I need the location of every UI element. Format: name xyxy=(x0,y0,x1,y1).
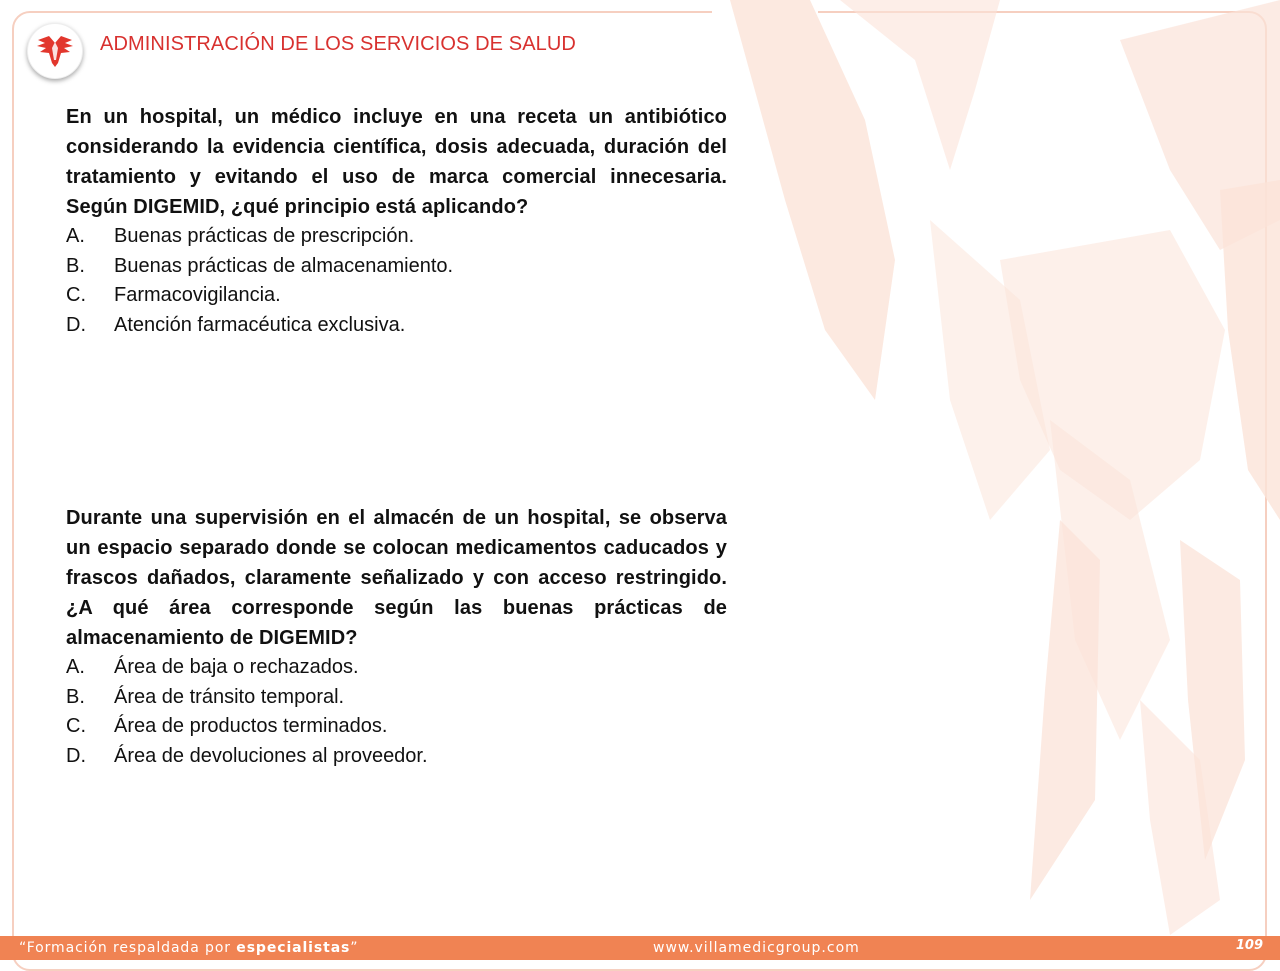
question-2 xyxy=(66,503,727,771)
footer-slogan xyxy=(19,940,358,956)
option-text: Buenas prácticas de prescripción. xyxy=(114,225,415,247)
option-text: Buenas prácticas de almacenamiento. xyxy=(114,254,454,277)
option-letter: A. xyxy=(66,656,85,678)
footer-bar xyxy=(0,936,1280,960)
option-a xyxy=(66,222,727,252)
option-letter: C. xyxy=(66,715,86,738)
option-a xyxy=(66,653,727,683)
option-text: Atención farmacéutica exclusiva. xyxy=(114,313,406,336)
slogan-suffix: ” xyxy=(350,940,359,956)
slogan-bold: especialistas xyxy=(236,940,351,956)
question-stem: Durante una supervisión en el almacén de un hospital, se observa un espacio separado donde se colocan medicamentos caducados y frascos dañados, claramente señalizado y con acceso restringido. ¿A qué área corresponde según las buenas prácticas de almacenamiento de DIGEMID? xyxy=(66,507,727,649)
option-letter: C. xyxy=(66,284,86,307)
logo xyxy=(27,23,83,79)
slogan-prefix: “Formación respaldada por xyxy=(19,940,237,956)
eagle-logo-icon xyxy=(35,34,75,68)
eagle-watermark-icon xyxy=(700,0,1280,935)
page-title: ADMINISTRACIÓN DE LOS SERVICIOS DE SALUD xyxy=(100,33,576,55)
option-letter: D. xyxy=(66,744,86,767)
answer-options xyxy=(66,653,727,771)
page-number: 109 xyxy=(1235,938,1263,953)
option-letter: D. xyxy=(66,313,86,336)
option-text: Área de baja o rechazados. xyxy=(114,656,359,678)
option-b xyxy=(66,683,727,713)
option-letter: A. xyxy=(66,225,85,247)
option-d xyxy=(66,742,727,772)
option-d xyxy=(66,311,727,341)
option-text: Farmacovigilancia. xyxy=(114,284,281,307)
option-letter: B. xyxy=(66,254,85,277)
option-letter: B. xyxy=(66,685,85,708)
option-c xyxy=(66,712,727,742)
option-text: Área de tránsito temporal. xyxy=(114,685,345,708)
answer-options xyxy=(66,222,727,340)
question-1 xyxy=(66,102,727,340)
option-b xyxy=(66,252,727,282)
question-stem: En un hospital, un médico incluye en una receta un antibiótico considerando la evidencia científica, dosis adecuada, duración del tratamiento y evitando el uso de marca comercial innecesaria. Según DIGEMID, ¿qué principio está aplicando? xyxy=(66,106,727,218)
footer-website-link[interactable]: www.villamedicgroup.com xyxy=(653,940,860,956)
option-c xyxy=(66,281,727,311)
option-text: Área de devoluciones al proveedor. xyxy=(114,744,428,767)
option-text: Área de productos terminados. xyxy=(114,715,388,738)
